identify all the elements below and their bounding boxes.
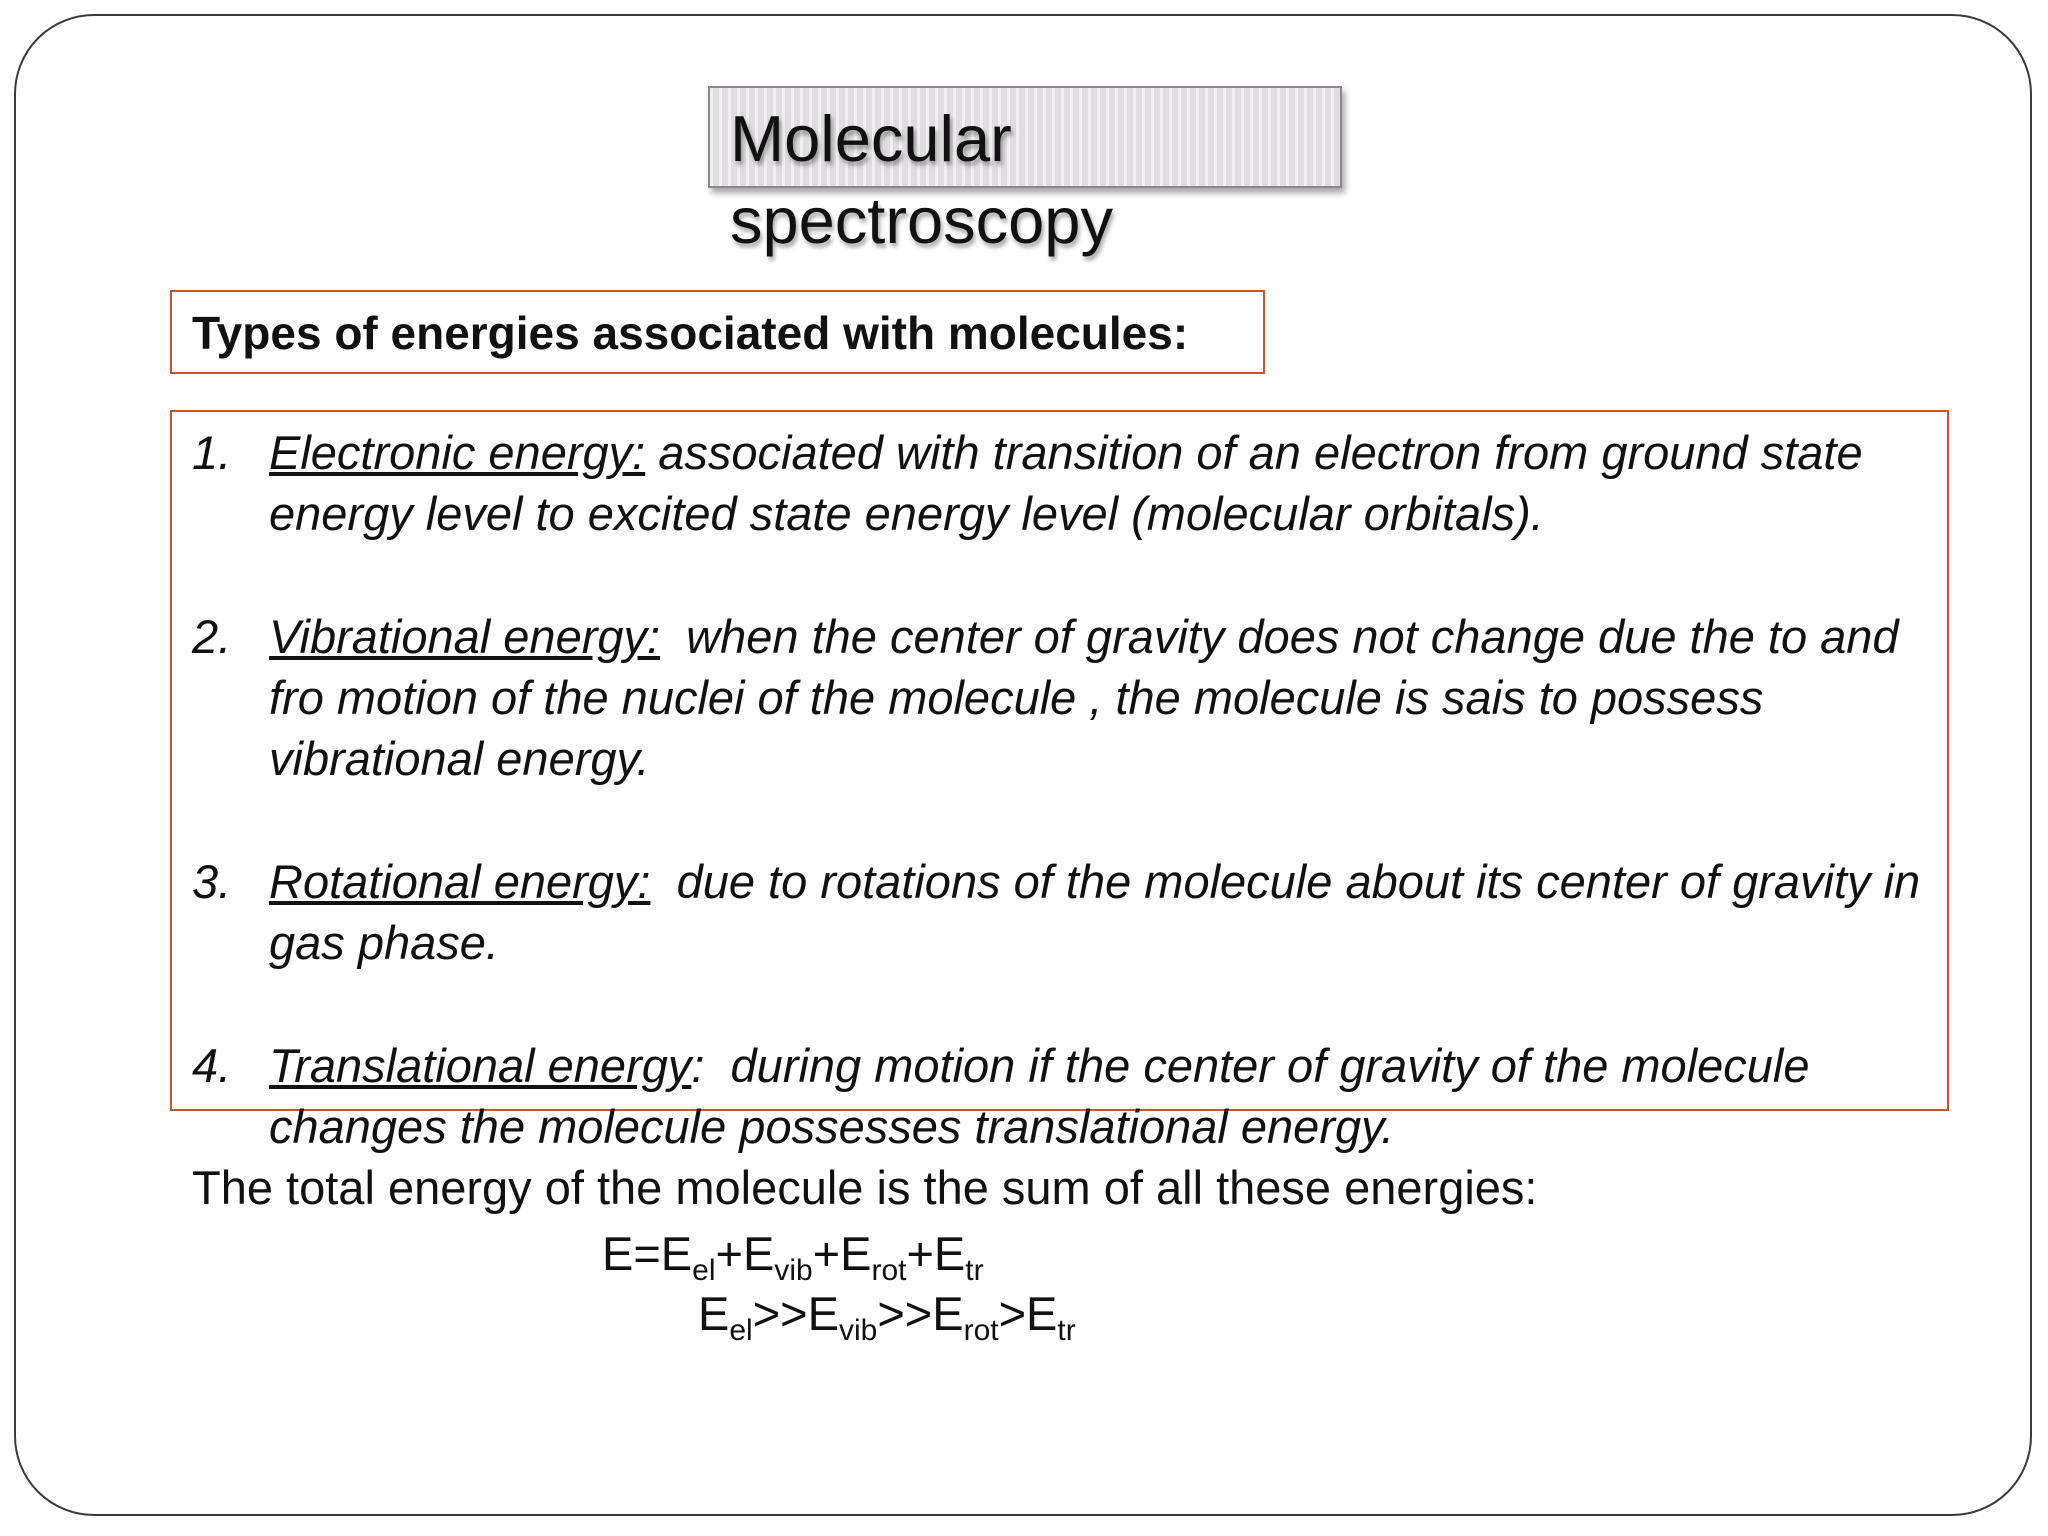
formula-subscript: tr xyxy=(1057,1314,1076,1347)
energy-list xyxy=(192,422,1942,1157)
energy-item-rotational xyxy=(192,851,1942,973)
subtitle-heading: Types of energies associated with molecules: xyxy=(192,307,1189,359)
energy-order-formula xyxy=(698,1287,1076,1347)
formula-subscript: vib xyxy=(774,1254,813,1287)
formula-subscript: vib xyxy=(838,1314,878,1347)
item-term: Rotational energy: xyxy=(269,855,651,908)
slide-title-line-2: spectroscopy xyxy=(730,184,1113,257)
formula-text: >>E xyxy=(877,1287,964,1340)
item-term: Translational energy xyxy=(269,1039,692,1092)
formula-text: +E xyxy=(812,1227,872,1280)
formula-text: +E xyxy=(715,1227,775,1280)
formula-subscript: el xyxy=(692,1254,716,1287)
formula-subscript: rot xyxy=(963,1314,999,1347)
item-number: 3. xyxy=(192,855,232,908)
total-energy-formula xyxy=(602,1227,984,1287)
total-energy-statement: The total energy of the molecule is the sum of all these energies: xyxy=(192,1161,1538,1214)
item-number: 1. xyxy=(192,426,232,479)
item-description: when the center of gravity does not change due the to and fro motion of the nuclei of the molecule , the molecule is sais to possess vibrational energy. xyxy=(269,610,1912,785)
slide-title-line-1: Molecular xyxy=(730,102,1012,175)
formula-subscript: el xyxy=(729,1314,753,1347)
formula-subscript: rot xyxy=(871,1254,907,1287)
item-number: 2. xyxy=(192,610,232,663)
formula-text: E=E xyxy=(602,1227,693,1280)
energy-item-electronic xyxy=(192,422,1942,544)
item-term: Electronic energy: xyxy=(269,426,646,479)
item-term: Vibrational energy: xyxy=(269,610,661,663)
energy-item-translational xyxy=(192,1035,1942,1157)
item-description: during motion if the center of gravity of the molecule changes the molecule possesses translational energy. xyxy=(269,1039,1823,1153)
formula-subscript: tr xyxy=(965,1254,984,1287)
item-description: due to rotations of the molecule about its center of gravity in gas phase. xyxy=(269,855,1934,969)
item-description: associated with transition of an electron from ground state energy level to excited state energy level (molecular orbitals). xyxy=(269,426,1876,540)
formula-text: +E xyxy=(906,1227,966,1280)
formula-text: >>E xyxy=(752,1287,839,1340)
formula-text: E xyxy=(698,1287,730,1340)
formula-text: >E xyxy=(998,1287,1058,1340)
energy-item-vibrational xyxy=(192,606,1942,789)
item-number: 4. xyxy=(192,1039,232,1092)
slide-title xyxy=(730,98,1113,262)
item-term-suffix: : xyxy=(691,1039,705,1092)
